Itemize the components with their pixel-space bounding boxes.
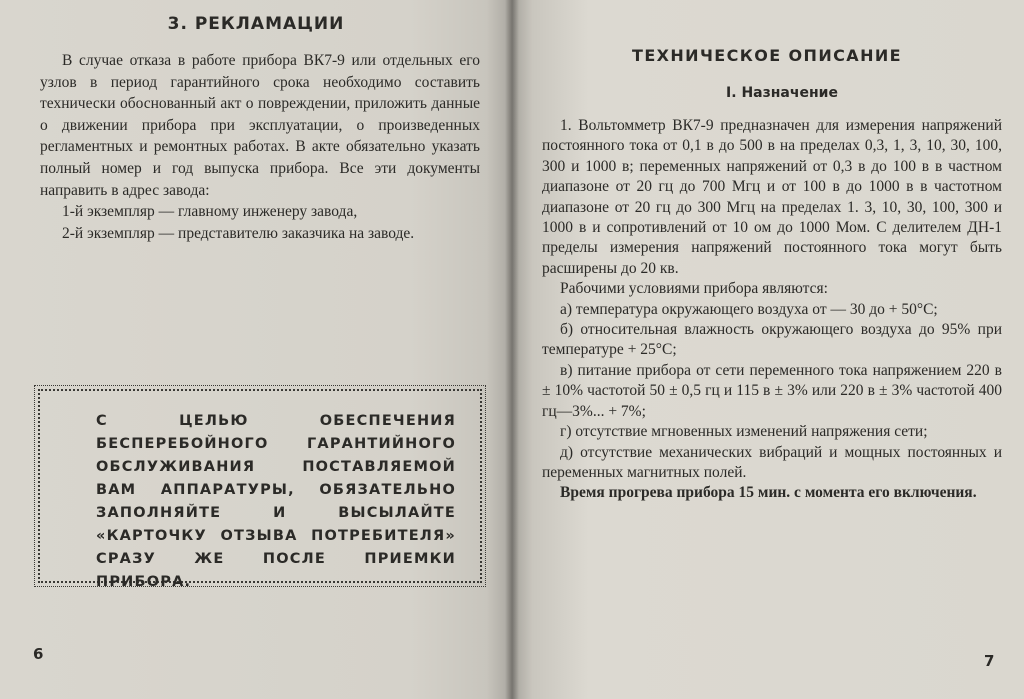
- book-gutter: [505, 0, 519, 699]
- condition-c: в) питание прибора от сети переменного тока напряжением 220 в ± 10% частотой 50 ± 0,5 гц и 115 в ± 3% или 220 в ± 3% частотой 400 гц—3%... + 7%;: [542, 361, 1002, 420]
- technical-description-title: ТЕХНИЧЕСКОЕ ОПИСАНИЕ: [632, 46, 902, 65]
- purpose-text: [542, 116, 1002, 504]
- condition-d: г) отсутствие мгновенных изменений напряжения сети;: [560, 423, 928, 441]
- condition-a: а) температура окружающего воздуха от — 30 до + 50°С;: [560, 300, 938, 318]
- condition-e: д) отсутствие механических вибраций и мощных постоянных и переменных магнитных полей.: [542, 443, 1002, 481]
- purpose-paragraph: 1. Вольтомметр ВК7-9 предназначен для измерения напряжений постоянного тока от 0,1 в до 500 в на пределах 0,3, 1, 3, 10, 30, 100, 300 и 1000 в; переменных напряжений от 0,3 в до 100 в в частном диапазоне от 20 гц до 700 Мгц и от 100 в до 1000 в в частотном диапазоне от 20 гц до 300 Мгц на пределах 1. 3, 10, 30, 100, 300 и 1000 в и сопротивлений от 10 ом до 1000 Мом. С делителем ДН-1 пределы измерения напряжений постоянного тока могут быть расширены до 20 кв.: [542, 117, 1002, 277]
- condition-b: б) относительная влажность окружающего воздуха до 95% при температуре + 25°С;: [542, 321, 1002, 359]
- reclamations-paragraph: В случае отказа в работе прибора ВК7-9 или отдельных его узлов в период гарантийного срока необходимо составить технически обоснованный акт о повреждении, приложить данные о движении прибора при эксплуатации, о произведенных регламентных и ремонтных работах. В акте обязательно указать полный номер и год выпуска прибора. Все эти документы направить в адрес завода:: [40, 52, 480, 199]
- page-number-right: 7: [984, 652, 995, 670]
- notice-text: С ЦЕЛЬЮ ОБЕСПЕЧЕНИЯ БЕСПЕРЕБОЙНОГО ГАРАНТИЙНОГО ОБСЛУЖИВАНИЯ ПОСТАВЛЯЕМОЙ ВАМ АППАРАТУРЫ, ОБЯЗАТЕЛЬНО ЗАПОЛНЯЙТЕ И ВЫСЫЛАЙТЕ «КАРТОЧКУ ОТЗЫВА ПОТРЕБИТЕЛЯ» СРАЗУ ЖЕ ПОСЛЕ ПРИЕМКИ ПРИБОРА.: [96, 413, 456, 590]
- reclamations-text: [40, 50, 480, 244]
- page-number-left: 6: [33, 645, 44, 663]
- warmup-time: Время прогрева прибора 15 мин. с момента его включения.: [560, 484, 977, 502]
- purpose-subtitle: I. Назначение: [726, 85, 838, 101]
- right-page: [512, 0, 1024, 699]
- copy-2-line: 2-й экземпляр — представителю заказчика на заводе.: [62, 224, 415, 242]
- copy-1-line: 1-й экземпляр — главному инженеру завода,: [62, 203, 358, 221]
- conditions-intro: Рабочими условиями прибора являются:: [560, 280, 828, 298]
- section-title-reclamations: 3. РЕКЛАМАЦИИ: [167, 14, 345, 34]
- notice-box: [38, 389, 482, 590]
